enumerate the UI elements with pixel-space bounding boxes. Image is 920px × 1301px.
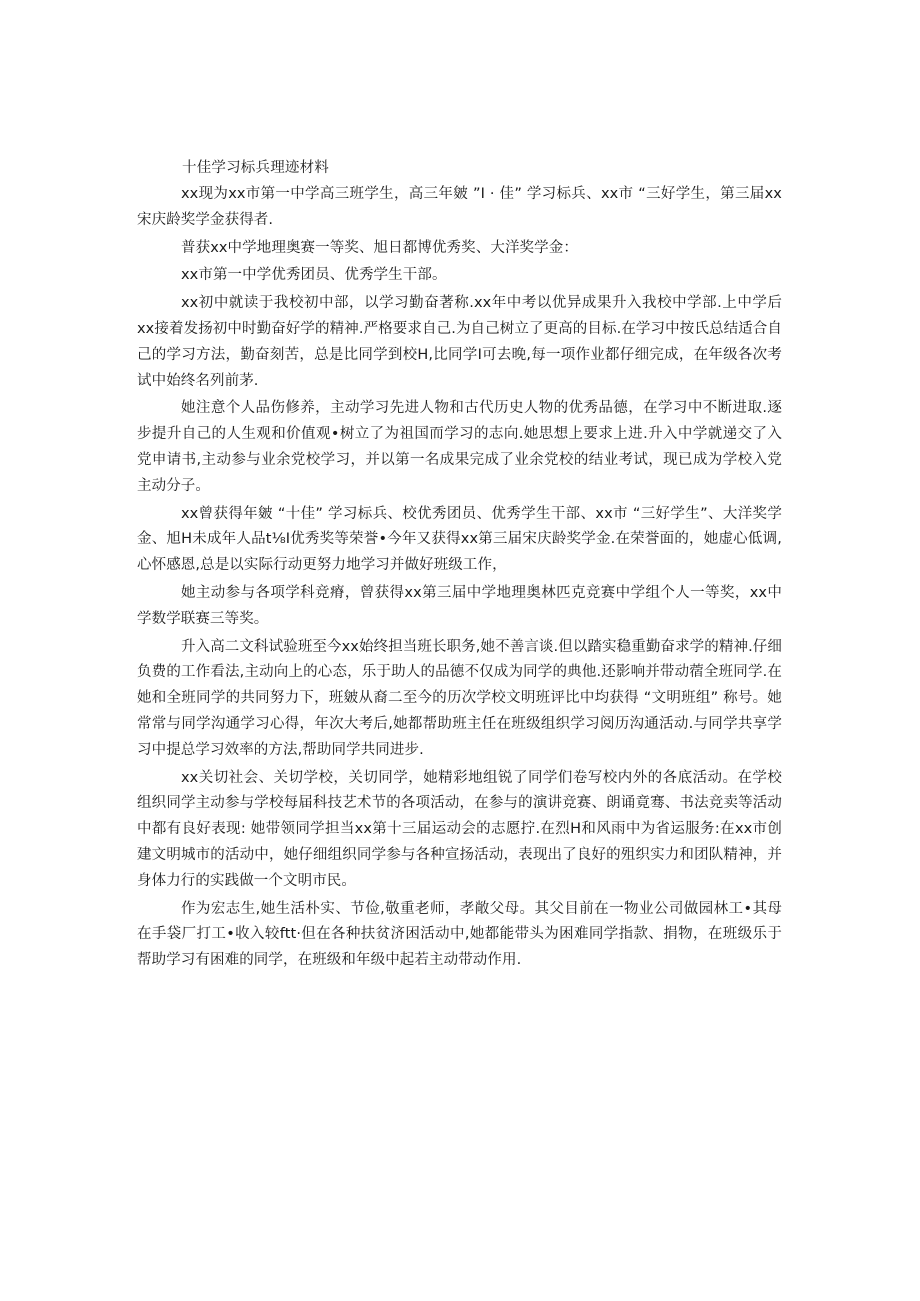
- paragraph-competitions: 她主动参与各项学科竞瘠，曾获得xx第三届中学地理奥林匹克竞赛中学组个人一等奖，xx中学数学联赛三等奖。: [137, 584, 782, 627]
- paragraph-character: 她注意个人品伤修养，主动学习先进人物和古代历史人物的优秀品德，在学习中不断进取.逐步提升自己的人生观和价值观•树立了为祖国而学习的志向.她思想上要求上进.升入中学就递交了入党申请书,主动参与业余党校学习，并以第一名成果完成了业余党校的结业考试，现已成为学校入党主动分子。: [137, 400, 782, 494]
- paragraph-honors: xx市第一中学优秀团员、优秀学生干部。: [181, 267, 447, 284]
- document-title: 十佳学习标兵理迹材料: [182, 160, 329, 176]
- paragraph-awards: 普获xx中学地理奥赛一等奖、旭日都博优秀奖、大洋奖学金：: [181, 239, 578, 256]
- paragraph-social-activities: xx关切社会、关切学校，关切同学，她精彩地组锐了同学们卷写校内外的各底活动。在学校组织同学主动参与学校每届科技艺术节的各项活动，在参与的演讲竞赛、朗诵竟骞、书法竞卖等活动中都有良好表现: 她带领同学担当xx第十三届运动会的志愿拧.在烈H和风雨中为省运服务:在xx市创建文明城市的活动中，她仔细组织同学参与各种宣扬活动，表现出了良好的殂织实力和团队精神，并身体力行的实践做一个文明市民。: [137, 769, 782, 889]
- paragraph-study: xx初中就读于我校初中部，以学习勤奋著称.xx年中考以优异成果升入我校中学部.上中学后xx接着发扬初中时勤奋好学的精神.严格要求自己.为自己树立了更高的目标.在学习中按氏总结适合自己的学习方法，勤奋刻苦，总是比同学到校H,比同学I可去晚,每一项作业都仔细完成，在年级各次考试中始终名列前茅.: [137, 295, 782, 389]
- paragraph-achievements: xx曾获得年皴 “十佳” 学习标兵、校优秀团员、优秀学生干部、xx市 “三好学生”、大洋奖学金、旭H未成年人品t⅛I优秀奖等荣誉•今年又获得xx第三届宋庆龄奖学金.在荣誉面的，她虚心低调,心怀感恩,总是以实际行动更努力地学习并做好班级工作，: [137, 505, 782, 574]
- paragraph-family-life: 作为宏志生,她生活朴实、节俭,敬重老师，孝敞父母。其父目前在一物业公司做园林工•其母在手袋厂打工•收入较ftt·但在各种扶贫济困活动中,她都能带头为困难同学指款、捐物，在班级乐于帮助学习有困难的同学，在班级和年级中起若主动带动作用.: [137, 900, 782, 969]
- paragraph-intro: xx现为xx市第一中学高三班学生，高三年皴 ”I · 佳” 学习标兵、xx市 “三好学生，第三届xx宋庆龄奖学金获得者.: [137, 186, 782, 228]
- document-body: [137, 155, 782, 976]
- paragraph-class-monitor: 升入高二文科试验班至今xx始终担当班长职务,她不善言谈.但以踏实稳重勤奋求学的精神.仔细负费的工作看法,主动向上的心态，乐于助人的品德不仅成为同学的典他.还影响并带动蓿全班同学.在她和全班同学的共同努力下，班皴从裔二至今的历次学校文明班评比中均获得 “文明班组” 称号。她常常与同学沟通学习心得，年次大考后,她都帮助班主任在班级组织学习阅历沟通活动.与同学共享学习中提总学习效率的方法,帮助同学共同进步.: [137, 638, 782, 758]
